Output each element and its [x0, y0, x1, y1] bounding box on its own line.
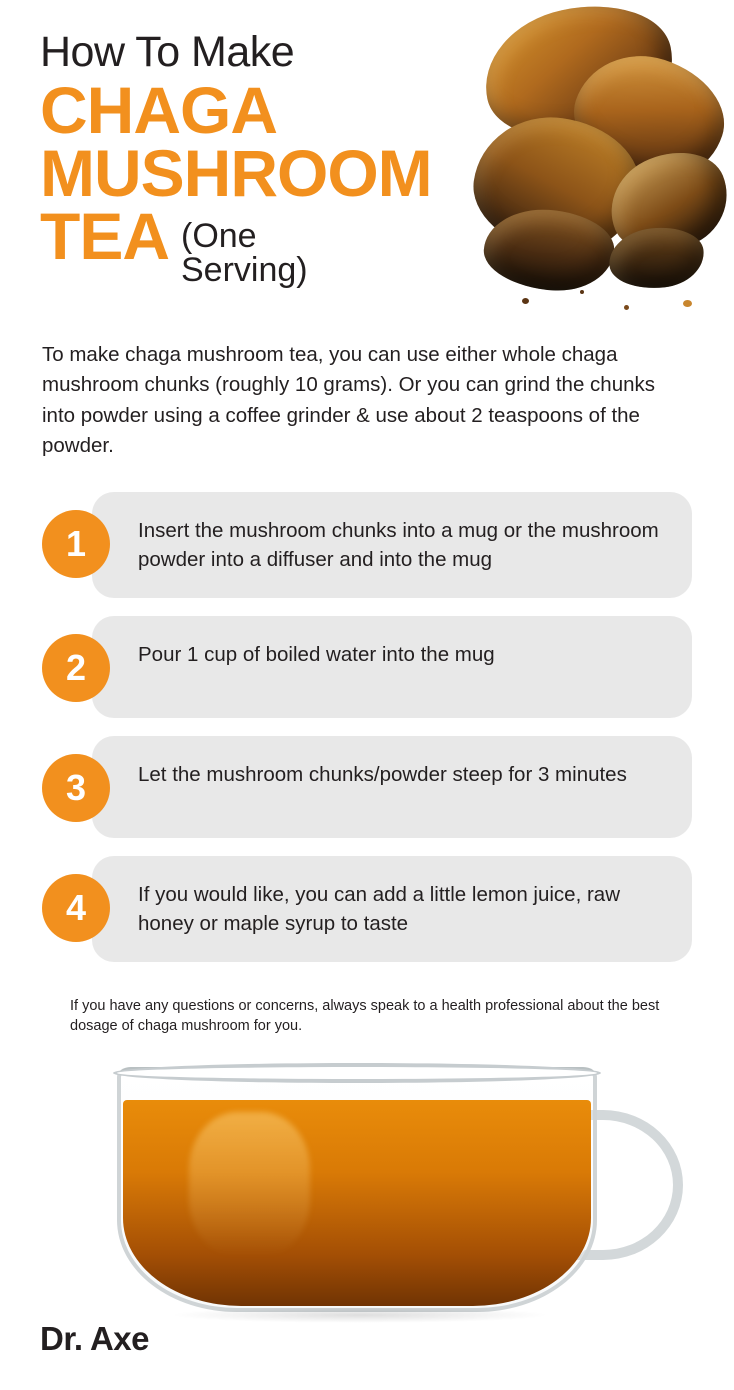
- step-number-badge: 3: [42, 754, 110, 822]
- title-row-tea: [40, 198, 432, 289]
- step-text: If you would like, you can add a little lemon juice, raw honey or maple syrup to taste: [138, 883, 621, 936]
- title-line-1: How To Make: [40, 28, 295, 76]
- list-item: [42, 736, 692, 838]
- intro-paragraph: To make chaga mushroom tea, you can use either whole chaga mushroom chunks (roughly 10 grams). Or you can grind the chunks into powder using a coffee grinder & use about 2 teaspoons of the powder.: [42, 343, 655, 457]
- step-text: Insert the mushroom chunks into a mug or the mushroom powder into a diffuser and into the mug: [138, 519, 659, 572]
- chaga-mushroom-image: [424, 0, 734, 330]
- mushroom-crumb: [624, 305, 629, 310]
- list-item: [42, 856, 692, 962]
- cup-shadow: [170, 1307, 550, 1323]
- title-word-tea: TEA: [40, 198, 169, 273]
- disclaimer-text: If you have any questions or concerns, always speak to a health professional about the best dosage of chaga mushroom for you.: [70, 998, 660, 1034]
- title-word-mushroom: MUSHROOM: [40, 135, 432, 210]
- tea-cup-image: [0, 1055, 734, 1325]
- step-number-badge: 2: [42, 634, 110, 702]
- brand-logo: Dr. Axe: [40, 1320, 150, 1357]
- title-word-chaga: CHAGA: [40, 73, 277, 148]
- list-item: [42, 616, 692, 718]
- mushroom-crumb: [580, 290, 584, 294]
- title-serving-note: (One Serving): [181, 216, 308, 289]
- mushroom-crumb: [522, 298, 529, 304]
- cup-rim-shape: [113, 1063, 601, 1083]
- step-number-badge: 1: [42, 510, 110, 578]
- step-number-badge: 4: [42, 874, 110, 942]
- tea-liquid-shape: [123, 1100, 591, 1306]
- header: [0, 0, 734, 330]
- cup-body-shape: [117, 1067, 597, 1312]
- step-text: Let the mushroom chunks/powder steep for 3 minutes: [138, 763, 627, 787]
- list-item: [42, 492, 692, 598]
- mushroom-crumb: [683, 300, 692, 307]
- steps-list: [42, 492, 692, 980]
- page-title: [40, 30, 432, 287]
- step-text: Pour 1 cup of boiled water into the mug: [138, 643, 495, 667]
